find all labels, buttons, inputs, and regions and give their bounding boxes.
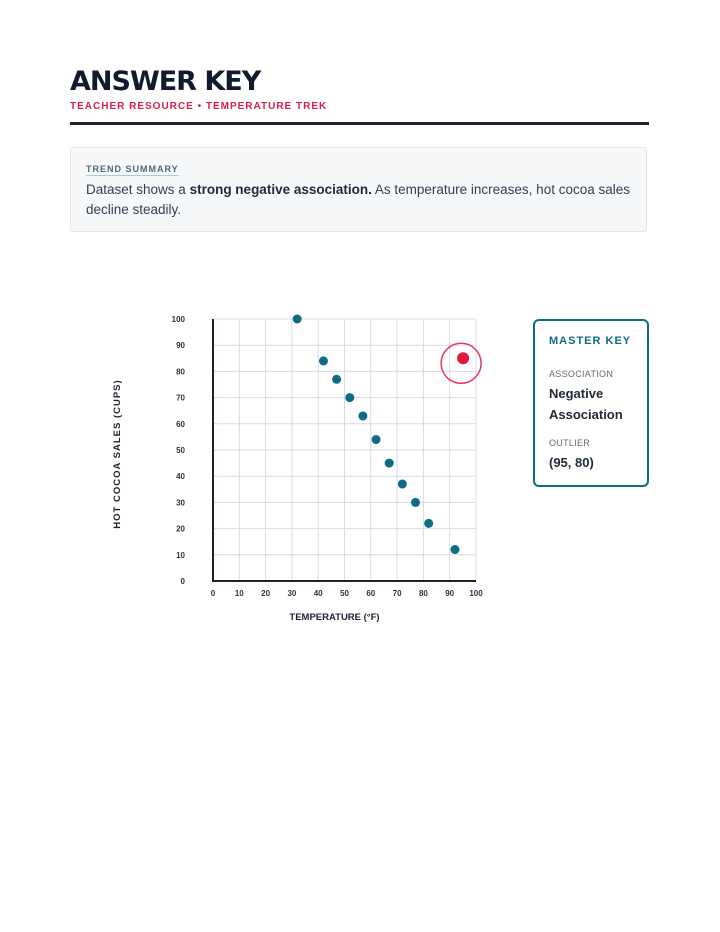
y-tick-label: 90 [176, 341, 185, 351]
x-tick-label: 60 [366, 589, 376, 598]
x-tick-label: 20 [261, 589, 271, 598]
x-tick-label: 70 [392, 589, 402, 598]
y-tick-label: 30 [176, 498, 185, 508]
y-tick-label: 0 [180, 577, 185, 586]
x-tick-label: 40 [313, 589, 323, 598]
data-point [293, 315, 302, 324]
outlier-point [457, 352, 469, 364]
x-tick-label: 50 [340, 589, 349, 598]
data-point [411, 498, 420, 507]
x-tick-label: 0 [210, 589, 216, 598]
y-tick-label: 50 [176, 446, 185, 455]
y-tick-label: 100 [171, 315, 185, 324]
trend-summary-text [86, 180, 631, 220]
data-point [332, 375, 341, 384]
data-point [345, 393, 354, 402]
x-tick-label: 80 [418, 589, 428, 598]
x-tick-label: 30 [287, 589, 297, 598]
data-point [450, 545, 459, 554]
data-point [385, 459, 394, 468]
x-axis-title: TEMPERATURE (°F) [289, 612, 380, 623]
y-tick-label: 10 [176, 550, 185, 560]
outlier-value: (95, 80) [549, 455, 594, 470]
trend-summary-box [70, 147, 647, 232]
header-divider [70, 122, 649, 125]
master-key-title: MASTER KEY [549, 335, 632, 347]
y-tick-label: 60 [176, 419, 185, 429]
data-point [358, 411, 367, 420]
trend-summary-label: TREND SUMMARY [86, 164, 179, 174]
x-tick-label: 100 [469, 589, 483, 598]
y-tick-label: 80 [176, 367, 185, 377]
association-label: ASSOCIATION [549, 369, 614, 379]
outlier-label: OUTLIER [549, 438, 591, 448]
summary-emphasis: strong negative association. [189, 182, 372, 197]
summary-suffix: As temperature increases, hot cocoa sales decline steadily. [86, 182, 630, 217]
y-tick-label: 40 [176, 472, 185, 482]
summary-prefix: Dataset shows a [86, 182, 190, 197]
scatter-chart [100, 300, 500, 640]
y-tick-label: 70 [176, 393, 185, 403]
data-point [319, 356, 328, 365]
x-tick-label: 90 [445, 589, 455, 598]
data-point [372, 435, 381, 444]
page-subtitle: TEACHER RESOURCE • TEMPERATURE TREK [70, 101, 328, 112]
data-point [398, 480, 407, 489]
x-tick-label: 10 [234, 589, 244, 598]
association-value: Negative Association [549, 386, 623, 422]
y-tick-label: 20 [176, 524, 185, 534]
page-title: ANSWER KEY [70, 66, 261, 97]
data-point [424, 519, 433, 528]
master-key-card [533, 319, 649, 487]
y-axis-title: HOT COCOA SALES (CUPS) [112, 379, 123, 529]
